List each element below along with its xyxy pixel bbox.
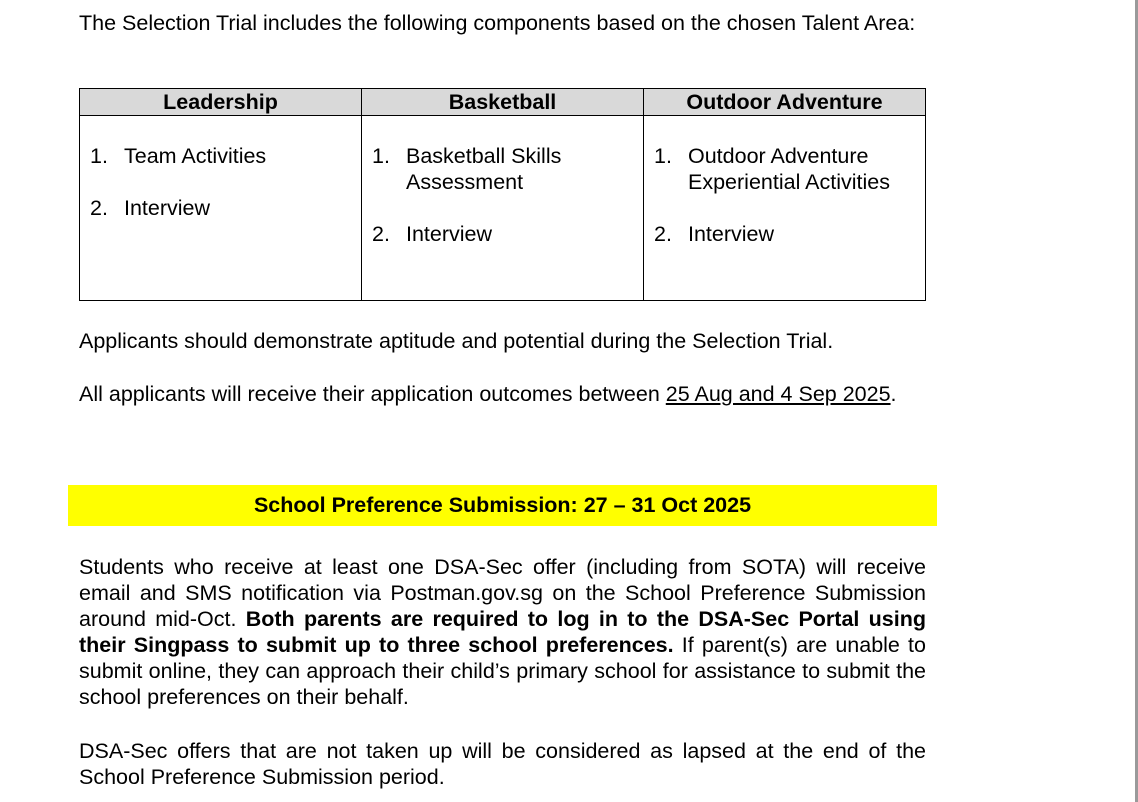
table-header-row: [80, 89, 926, 116]
aptitude-paragraph: Applicants should demonstrate aptitude and potential during the Selection Trial.: [79, 329, 834, 353]
school-preference-banner: School Preference Submission: 27 – 31 Oct 2025: [68, 485, 937, 526]
intro-paragraph: The Selection Trial includes the following components based on the chosen Talent Area:: [79, 11, 916, 35]
list-number: 2.: [90, 196, 108, 220]
outdoor-adventure-cell: [644, 116, 926, 301]
students-text-2: If parent(s) are unable to submit online, they can approach their child’s primary school for assistance to submit the school preferences on their behalf.: [79, 633, 926, 709]
column-header-leadership: Leadership: [80, 89, 362, 116]
outcome-dates: 25 Aug and 4 Sep 2025: [665, 382, 891, 406]
list-item: [362, 143, 643, 195]
table-row: [80, 116, 926, 301]
outcomes-text: All applicants will receive their application outcomes between: [79, 382, 666, 406]
list-item-text: Interview: [124, 196, 211, 220]
outcomes-paragraph: [79, 381, 926, 407]
list-number: 2.: [654, 222, 672, 246]
list-item-text: Team Activities: [124, 144, 267, 168]
list-item-text: Interview: [688, 222, 775, 246]
list-item: [362, 221, 643, 247]
students-text-1: Students who receive at least one DSA-Sec offer (including from SOTA) will receive email and SMS notification via Postman.gov.sg on the School Preference Submission around mid-Oct.: [79, 555, 926, 631]
list-item: [644, 143, 925, 195]
list-item-text: Outdoor Adventure Experiential Activities: [688, 144, 890, 194]
outcomes-period: .: [890, 382, 897, 406]
list-number: 1.: [654, 144, 672, 168]
column-header-outdoor-adventure: Outdoor Adventure: [644, 89, 926, 116]
list-item: [80, 195, 361, 221]
students-paragraph: [79, 554, 926, 710]
list-number: 2.: [372, 222, 390, 246]
list-item: [80, 143, 361, 169]
column-header-basketball: Basketball: [362, 89, 644, 116]
basketball-cell: [362, 116, 644, 301]
list-number: 1.: [372, 144, 390, 168]
list-item-text: Interview: [406, 222, 493, 246]
lapsed-paragraph: DSA-Sec offers that are not taken up will be considered as lapsed at the end of the School Preference Submission period.: [79, 739, 926, 789]
list-number: 1.: [90, 144, 108, 168]
students-bold-text: Both parents are required to log in to the DSA-Sec Portal using their Singpass to submit up to three school preferences.: [79, 607, 926, 657]
selection-trial-table: [79, 88, 926, 301]
list-item: [644, 221, 925, 247]
leadership-cell: [80, 116, 362, 301]
list-item-text: Basketball Skills Assessment: [406, 144, 562, 194]
